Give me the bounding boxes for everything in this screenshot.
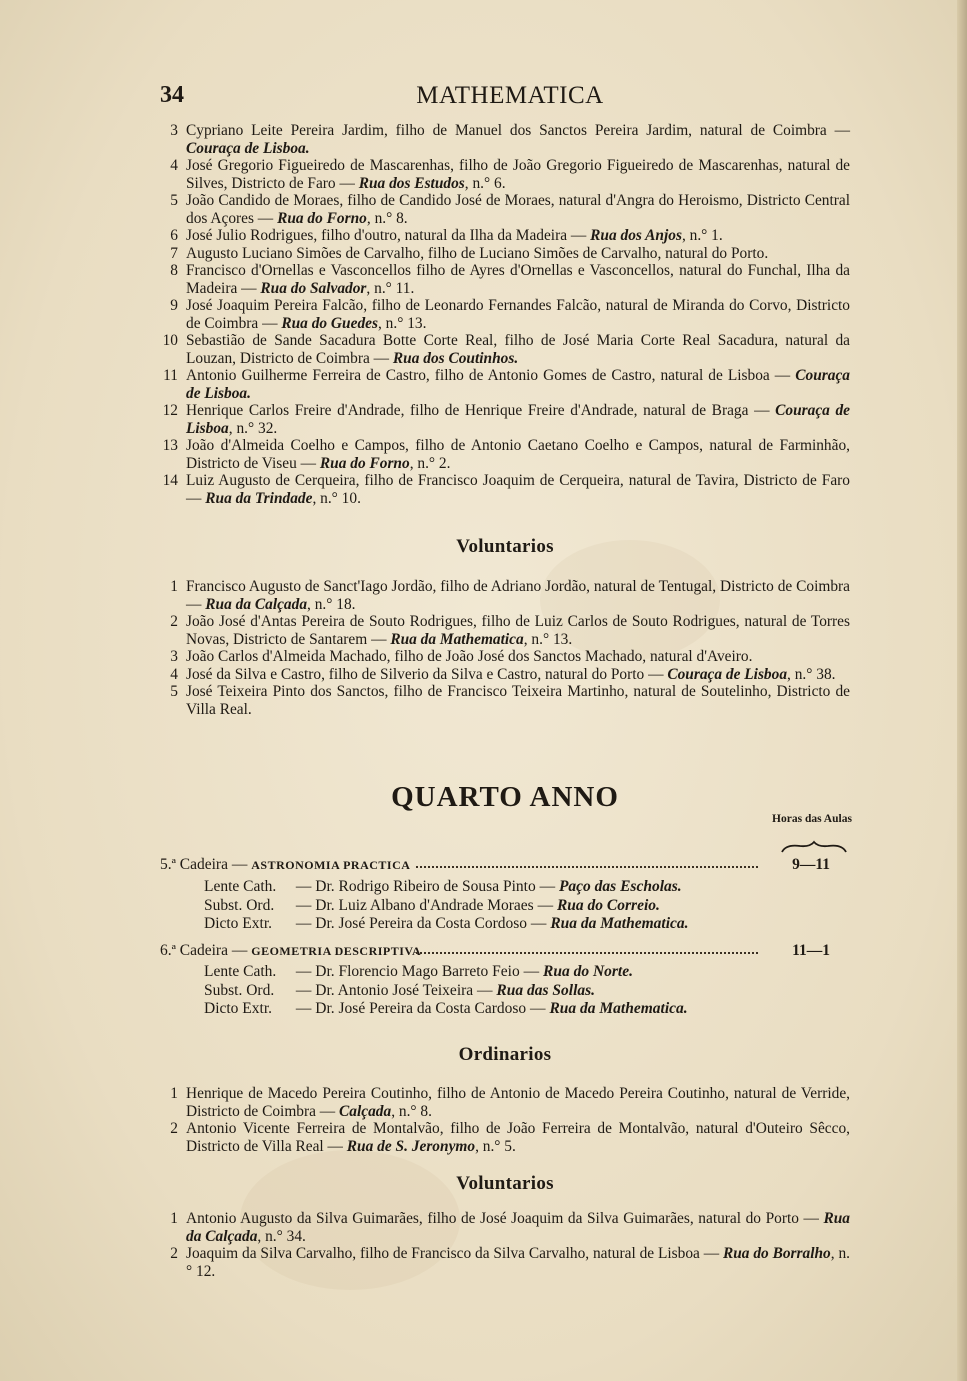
list-item — [0, 1210, 967, 1245]
list-item — [0, 157, 967, 192]
page-number: 34 — [160, 82, 184, 108]
staff-name: — Dr. José Pereira da Costa Cordoso — — [292, 915, 551, 933]
entry-number: 4 — [170, 157, 178, 174]
leader-dots — [416, 952, 758, 954]
entry-address: Rua dos Coutinhos. — [392, 349, 519, 367]
entry-number: 2 — [170, 1120, 178, 1137]
list-item — [0, 666, 967, 684]
list-item — [0, 1245, 967, 1280]
entry-text — [186, 437, 850, 472]
entry-number: 11 — [163, 367, 178, 384]
entry-description: Joaquim da Silva Carvalho, filho de Francisco da Silva Carvalho, natural de Lisboa — — [186, 1245, 723, 1262]
staff-role: Dicto Extr. — [204, 1000, 273, 1018]
list-item — [0, 683, 967, 718]
entry-number: 14 — [162, 472, 178, 489]
entry-address: Rua do Salvador — [260, 279, 367, 297]
entry-house-number: , n.° 2. — [409, 454, 451, 472]
quarto-anno-heading: QUARTO ANNO — [391, 781, 619, 813]
entry-house-number: , n.° 10. — [312, 489, 361, 507]
staff-name: — Dr. Antonio José Teixeira — — [292, 981, 497, 999]
entry-text — [186, 245, 850, 263]
entry-address: Rua do Forno — [277, 209, 367, 227]
entry-text — [186, 1245, 850, 1280]
list-item — [0, 122, 967, 157]
staff-name: — Dr. Luiz Albano d'Andrade Moraes — — [292, 896, 557, 914]
entry-number: 12 — [162, 402, 178, 419]
staff-name: — Dr. Rodrigo Ribeiro de Sousa Pinto — — [292, 878, 559, 895]
entry-text — [186, 192, 850, 227]
entry-description: José Joaquim Pereira Falcão, filho de Leonardo Fernandes Falcão, natural de Miranda do Corvo, Districto de Coimbra — — [186, 297, 850, 332]
entry-number: 7 — [170, 244, 178, 262]
entry-house-number: , n.° 5. — [475, 1137, 516, 1155]
list-item — [0, 262, 967, 297]
list-item — [0, 472, 967, 507]
entry-number: 1 — [170, 578, 178, 595]
staff-list — [204, 963, 688, 1019]
horas-label: Horas das Aulas — [772, 813, 852, 825]
staff-role: Dicto Extr. — [204, 915, 273, 933]
entry-house-number: , n.° 13. — [377, 314, 427, 332]
ordinarios-list — [0, 1085, 967, 1155]
entry-number: 4 — [170, 665, 178, 683]
staff-list — [204, 878, 689, 934]
entry-description: José Teixeira Pinto dos Sanctos, filho de Francisco Teixeira Martinho, natural de Soutelinho, Districto de Villa Real. — [186, 683, 850, 718]
entry-description: Luiz Augusto de Cerqueira, filho de Francisco Joaquim de Cerqueira, natural de Tavira, Districto de Faro — — [186, 472, 850, 507]
entry-address: Couraça de Lisboa — [667, 665, 788, 683]
entry-address: Rua da Mathematica — [390, 630, 524, 648]
entry-text — [186, 122, 850, 157]
staff-address: Rua das Sollas. — [496, 981, 596, 999]
cadeira-label: 5.ª Cadeira — — [160, 856, 252, 873]
entry-text — [186, 402, 850, 437]
entry-text — [186, 262, 850, 297]
entry-number: 1 — [170, 1210, 178, 1227]
entry-address: Couraça de Lisboa. — [186, 367, 850, 402]
voluntarios-list — [0, 1210, 967, 1280]
staff-address: Rua da Mathematica. — [550, 915, 689, 933]
entry-description: José Gregorio Figueiredo de Mascarenhas, filho de João Gregorio Figueiredo de Mascarenhas, natural de Silves, Districto de Faro — — [186, 157, 850, 192]
entry-text — [186, 332, 850, 367]
entry-text — [186, 613, 850, 648]
staff-role: Lente Cath. — [204, 878, 277, 895]
entry-house-number: , n.° 11. — [366, 279, 415, 297]
entry-text — [186, 578, 850, 613]
entry-text — [186, 648, 850, 666]
staff-address: Rua do Norte. — [542, 963, 633, 980]
entry-address: Rua dos Estudos — [358, 174, 465, 192]
entry-text — [186, 1085, 850, 1120]
entry-house-number: , n.° 8. — [366, 209, 408, 227]
list-item — [0, 192, 967, 227]
brace-ornament — [780, 840, 848, 854]
entry-number: 10 — [162, 332, 178, 349]
entry-description: João Carlos d'Almeida Machado, filho de João José dos Sanctos Machado, natural d'Aveiro. — [186, 648, 753, 665]
list-item — [0, 402, 967, 437]
entry-text — [186, 157, 850, 192]
cadeira-row — [160, 942, 840, 960]
cadeira-row — [160, 856, 840, 874]
entry-number: 2 — [170, 1245, 178, 1262]
entry-address: Rua do Guedes — [281, 314, 378, 332]
entry-house-number: , n.° 6. — [464, 174, 506, 192]
leader-dots — [416, 866, 758, 868]
entry-text — [186, 666, 850, 684]
staff-role: Subst. Ord. — [204, 981, 275, 999]
entry-number: 8 — [170, 262, 178, 279]
entry-house-number: , n.° 12. — [186, 1245, 850, 1280]
list-item — [0, 227, 967, 245]
list-item — [0, 437, 967, 472]
entry-description: Francisco d'Ornellas e Vasconcellos filho de Ayres d'Ornellas e Vasconcellos, natural do Funchal, Ilha da Madeira — — [186, 262, 850, 297]
entry-number: 5 — [170, 192, 178, 209]
staff-row — [204, 878, 689, 897]
entry-house-number: , n.° 8. — [391, 1102, 432, 1120]
entry-text — [186, 683, 850, 718]
entry-description: Francisco Augusto de Sanct'Iago Jordão, filho de Adriano Jordão, natural de Tentugal, Districto de Coimbra — — [186, 578, 850, 613]
entry-house-number: , n.° 32. — [228, 419, 278, 437]
staff-row — [204, 915, 689, 934]
staff-name: — Dr. Florencio Mago Barreto Feio — — [292, 963, 543, 980]
voluntarios-list — [0, 578, 967, 718]
cadeira-hours: 11—1 — [792, 942, 830, 959]
list-item — [0, 297, 967, 332]
list-item — [0, 648, 967, 666]
entry-number: 1 — [170, 1085, 178, 1102]
entry-number: 6 — [170, 227, 178, 244]
entry-description: Antonio Augusto da Silva Guimarães, filho de José Joaquim da Silva Guimarães, natural do Porto — — [186, 1210, 824, 1227]
entry-address: Rua da Calçada — [186, 1210, 850, 1245]
entry-text — [186, 367, 850, 402]
list-item — [0, 1085, 967, 1120]
entry-description: Antonio Guilherme Ferreira de Castro, filho de Antonio Gomes de Castro, natural de Lisboa — — [186, 367, 796, 384]
staff-address: Paço das Escholas. — [558, 878, 682, 895]
entry-address: Rua do Forno — [319, 454, 410, 472]
cadeira-subject: GEOMETRIA DESCRIPTIVA — [251, 944, 422, 958]
entry-address: Rua de S. Jeronymo — [346, 1137, 476, 1155]
entry-number: 3 — [170, 122, 178, 139]
entry-description: Augusto Luciano Simões de Carvalho, filho de Luciano Simões de Carvalho, natural do Porto. — [186, 244, 769, 262]
entry-address: Calçada — [339, 1102, 392, 1120]
staff-address: Rua da Mathematica. — [549, 1000, 688, 1018]
entry-description: Henrique de Macedo Pereira Coutinho, filho de Antonio de Macedo Pereira Coutinho, natural de Verride, Districto de Coimbra — — [186, 1085, 850, 1120]
entry-address: Rua dos Anjos — [590, 227, 682, 244]
staff-row — [204, 963, 688, 982]
entry-description: João d'Almeida Coelho e Campos, filho de Antonio Caetano Coelho e Campos, natural de Farminhão, Districto de Viseu — — [186, 437, 850, 472]
entry-description: José da Silva e Castro, filho de Silverio da Silva e Castro, natural do Porto — — [186, 665, 668, 683]
entry-description: João Candido de Moraes, filho de Candido José de Moraes, natural d'Angra do Heroismo, Districto Central dos Açores — — [186, 192, 850, 227]
entry-description: Cypriano Leite Pereira Jardim, filho de Manuel dos Sanctos Pereira Jardim, natural de Coimbra — — [186, 122, 850, 139]
list-item — [0, 367, 967, 402]
entry-house-number: , n.° 1. — [681, 227, 723, 244]
entry-address: Rua da Calçada — [205, 595, 308, 613]
staff-role: Subst. Ord. — [204, 896, 275, 914]
list-item — [0, 578, 967, 613]
entry-text — [186, 297, 850, 332]
entry-address: Rua da Trindade — [205, 489, 313, 507]
staff-row — [204, 982, 688, 1001]
section-heading-ordinarios: Ordinarios — [458, 1044, 552, 1065]
entry-number: 3 — [170, 648, 178, 665]
page-title: MATHEMATICA — [416, 82, 604, 109]
entry-description: Antonio Vicente Ferreira de Montalvão, filho de João Ferreira de Montalvão, natural d'Outeiro Sêcco, Districto de Villa Real — — [186, 1120, 850, 1155]
entry-text — [186, 227, 850, 245]
section-heading-voluntarios: Voluntarios — [456, 536, 554, 557]
cadeira-subject: ASTRONOMIA PRACTICA — [251, 858, 411, 872]
entry-address: Rua do Borralho — [722, 1245, 831, 1262]
student-list-section — [0, 122, 967, 507]
entry-description: João José d'Antas Pereira de Souto Rodrigues, filho de Luiz Carlos de Souto Rodrigues, natural de Torres Novas, Districto de Santarem — — [186, 613, 850, 648]
running-head — [0, 82, 967, 112]
entry-house-number: , n.° 18. — [307, 595, 356, 613]
entry-house-number: , n.° 34. — [257, 1227, 306, 1245]
entry-text — [186, 1120, 850, 1155]
staff-name: — Dr. José Pereira da Costa Cardoso — — [292, 1000, 550, 1018]
cadeira-label: 6.ª Cadeira — — [160, 942, 252, 959]
list-item — [0, 245, 967, 263]
entry-description: Sebastião de Sande Sacadura Botte Corte Real, filho de José Maria Corte Real Sacadura, natural da Louzan, Districto de Coimbra — — [186, 332, 850, 367]
entry-description: José Julio Rodrigues, filho d'outro, natural da Ilha da Madeira — — [186, 227, 591, 244]
staff-address: Rua do Correio. — [556, 896, 660, 914]
staff-role: Lente Cath. — [204, 963, 277, 980]
entry-text — [186, 1210, 850, 1245]
entry-number: 9 — [170, 297, 178, 314]
entry-number: 13 — [162, 437, 178, 454]
entry-number: 5 — [170, 683, 178, 700]
entry-house-number: , n.° 38. — [787, 665, 836, 683]
list-item — [0, 332, 967, 367]
staff-row — [204, 1000, 688, 1019]
cadeira-hours: 9—11 — [792, 856, 830, 873]
entry-description: Henrique Carlos Freire d'Andrade, filho de Henrique Freire d'Andrade, natural de Braga — — [186, 402, 776, 419]
entry-text — [186, 472, 850, 507]
entry-house-number: , n.° 13. — [523, 630, 573, 648]
entry-address: Couraça de Lisboa — [186, 402, 851, 437]
entry-address: Couraça de Lisboa. — [186, 139, 310, 157]
list-item — [0, 613, 967, 648]
list-item — [0, 1120, 967, 1155]
entry-number: 2 — [170, 613, 178, 630]
staff-row — [204, 897, 689, 916]
section-heading-voluntarios: Voluntarios — [456, 1173, 554, 1194]
